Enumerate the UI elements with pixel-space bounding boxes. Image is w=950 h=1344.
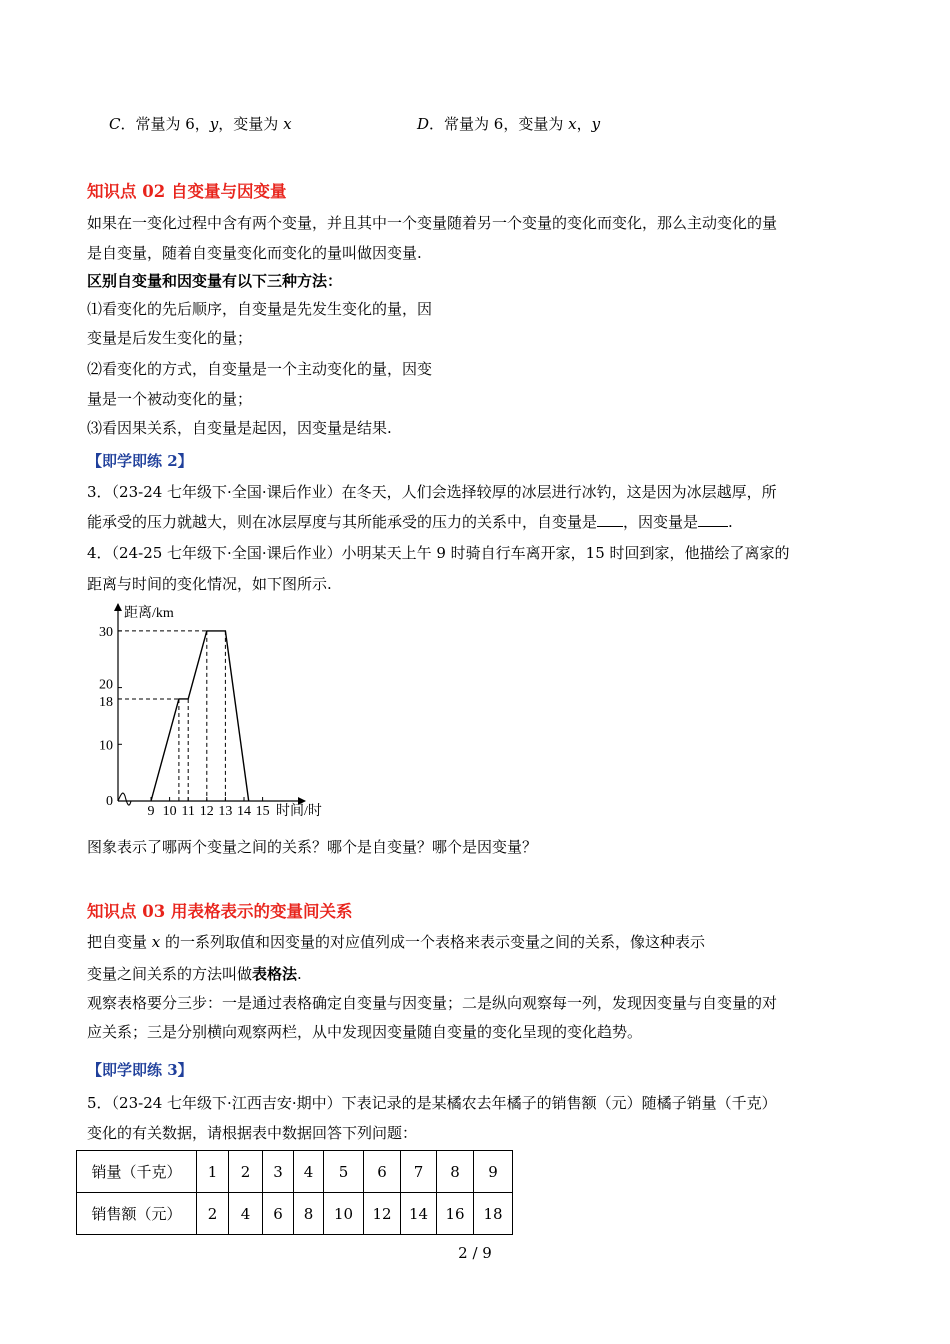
table-cell: 12 xyxy=(364,1193,401,1235)
table-cell: 1 xyxy=(197,1151,229,1193)
question3-line2 xyxy=(87,512,733,532)
x-axis-label: 时间/时 xyxy=(276,804,322,819)
section3-p1-line2 xyxy=(87,964,302,984)
x-tick-label: 15 xyxy=(255,804,270,819)
option-c-text: ．常量为 6， xyxy=(120,115,210,133)
option-d-var-y: y xyxy=(591,115,601,133)
guide-lines xyxy=(118,631,225,801)
option-c-var-y: y xyxy=(209,115,219,133)
option-d-sep: ， xyxy=(576,115,592,133)
y-tick-label: 10 xyxy=(99,738,113,754)
y-tick-label: 18 xyxy=(99,694,113,710)
y-tick-label: 20 xyxy=(99,677,113,693)
table-cell: 2 xyxy=(197,1193,229,1235)
table-cell: 4 xyxy=(294,1151,324,1193)
method1-line2: 变量是后发生变化的量； xyxy=(87,329,253,347)
question3-text-b: ，因变量是 xyxy=(623,513,699,531)
axis-ticks xyxy=(99,625,270,819)
table-cell: 7 xyxy=(401,1151,437,1193)
table-cell: 16 xyxy=(437,1193,474,1235)
section3-p1-text-b: 的一系列取值和因变量的对应值列成一个表格来表示变量之间的关系，像这种表示 xyxy=(160,933,706,951)
page-number: 2 / 9 xyxy=(458,1244,492,1262)
section3-p1-var: x xyxy=(151,933,161,951)
section3-p2-line1: 观察表格要分三步：一是通过表格确定自变量与因变量；二是纵向观察每一列，发现因变量与自变量的对 xyxy=(87,994,778,1012)
question3-text-a: 能承受的压力就越大，则在冰层厚度与其所能承受的压力的关系中，自变量是 xyxy=(87,513,598,531)
table-cell: 5 xyxy=(324,1151,364,1193)
table-cell: 8 xyxy=(437,1151,474,1193)
section2-p1-line2: 是自变量，随着自变量变化而变化的量叫做因变量. xyxy=(87,244,422,262)
question3-text-c: . xyxy=(728,513,733,531)
table-cell: 10 xyxy=(324,1193,364,1235)
section2-p1-line1: 如果在一变化过程中含有两个变量，并且其中一个变量随着另一个变量的变化而变化，那么主动变化的量 xyxy=(87,214,778,232)
table-cell: 6 xyxy=(263,1193,294,1235)
section3-heading: 知识点 03 用表格表示的变量间关系 xyxy=(87,902,353,921)
y-tick-label: 30 xyxy=(99,624,113,640)
method2-line1: ⑵看变化的方式，自变量是一个主动变化的量，因变 xyxy=(87,360,433,378)
question3-line1: 3．（23-24 七年级下·全国·课后作业）在冬天，人们会选择较厚的冰层进行冰钓，这是因为冰层越厚，所 xyxy=(87,483,777,501)
option-c xyxy=(109,114,292,134)
x-tick-label: 11 xyxy=(181,804,195,819)
section3-p1-text-c: 变量之间关系的方法叫做 xyxy=(87,965,253,983)
distance-time-graph xyxy=(90,598,350,824)
table-row-header: 销售额（元） xyxy=(77,1193,197,1235)
table-cell: 4 xyxy=(229,1193,263,1235)
table-cell: 9 xyxy=(474,1151,513,1193)
x-tick-label: 9 xyxy=(147,804,155,819)
option-d-text: ．常量为 6，变量为 xyxy=(429,115,569,133)
table-row xyxy=(77,1151,513,1193)
question5-line2: 变化的有关数据，请根据表中数据回答下列问题： xyxy=(87,1124,418,1142)
table-row-header: 销量（千克） xyxy=(77,1151,197,1193)
y-axis-label: 距离/km xyxy=(124,606,174,621)
table-cell: 8 xyxy=(294,1193,324,1235)
table-method-term: 表格法 xyxy=(252,965,298,983)
method3: ⑶看因果关系，自变量是起因，因变量是结果. xyxy=(87,419,392,437)
option-d-var-x: x xyxy=(568,115,577,133)
method1-line1: ⑴看变化的先后顺序，自变量是先发生变化的量，因 xyxy=(87,300,433,318)
y-tick-label: 0 xyxy=(106,794,113,809)
practice3-title: 【即学即练 3】 xyxy=(87,1061,193,1079)
table-row xyxy=(77,1193,513,1235)
question5-line1: 5．（23-24 七年级下·江西吉安·期中）下表记录的是某橘农去年橘子的销售额（元）随橘子销量（千克） xyxy=(87,1094,777,1112)
option-c-letter: C xyxy=(109,115,121,133)
x-tick-label: 14 xyxy=(237,804,251,819)
distance-series-line xyxy=(151,631,249,801)
table-cell: 6 xyxy=(364,1151,401,1193)
answer-blank-dependent[interactable] xyxy=(698,512,728,527)
methods-title: 区别自变量和因变量有以下三种方法： xyxy=(87,272,343,290)
table-cell: 3 xyxy=(263,1151,294,1193)
axis-break-mark xyxy=(118,793,131,805)
table-cell: 18 xyxy=(474,1193,513,1235)
section2-heading: 知识点 02 自变量与因变量 xyxy=(87,182,287,201)
x-tick-label: 10 xyxy=(162,804,177,819)
question4-line2: 距离与时间的变化情况，如下图所示. xyxy=(87,575,332,593)
section3-p1-text-d: . xyxy=(297,965,302,983)
question4-line1: 4．（24-25 七年级下·全国·课后作业）小明某天上午 9 时骑自行车离开家，15 时回到家，他描绘了离家的 xyxy=(87,544,790,562)
option-d xyxy=(417,114,600,134)
sales-table xyxy=(76,1150,513,1235)
answer-blank-independent[interactable] xyxy=(597,512,623,527)
option-d-letter: D xyxy=(417,115,430,133)
table-cell: 14 xyxy=(401,1193,437,1235)
practice2-title: 【即学即练 2】 xyxy=(87,452,193,470)
method2-line2: 量是一个被动变化的量； xyxy=(87,390,253,408)
section3-p1-line1 xyxy=(87,932,705,952)
question4-question: 图象表示了哪两个变量之间的关系？哪个是自变量？哪个是因变量？ xyxy=(87,838,538,856)
x-tick-label: 13 xyxy=(218,804,233,819)
section3-p2-line2: 应关系；三是分别横向观察两栏，从中发现因变量随自变量的变化呈现的变化趋势。 xyxy=(87,1023,643,1041)
table-cell: 2 xyxy=(229,1151,263,1193)
option-c-var-x: x xyxy=(283,115,292,133)
section3-p1-text-a: 把自变量 xyxy=(87,933,152,951)
option-c-text-mid: ，变量为 xyxy=(218,115,284,133)
x-tick-label: 12 xyxy=(199,804,214,819)
